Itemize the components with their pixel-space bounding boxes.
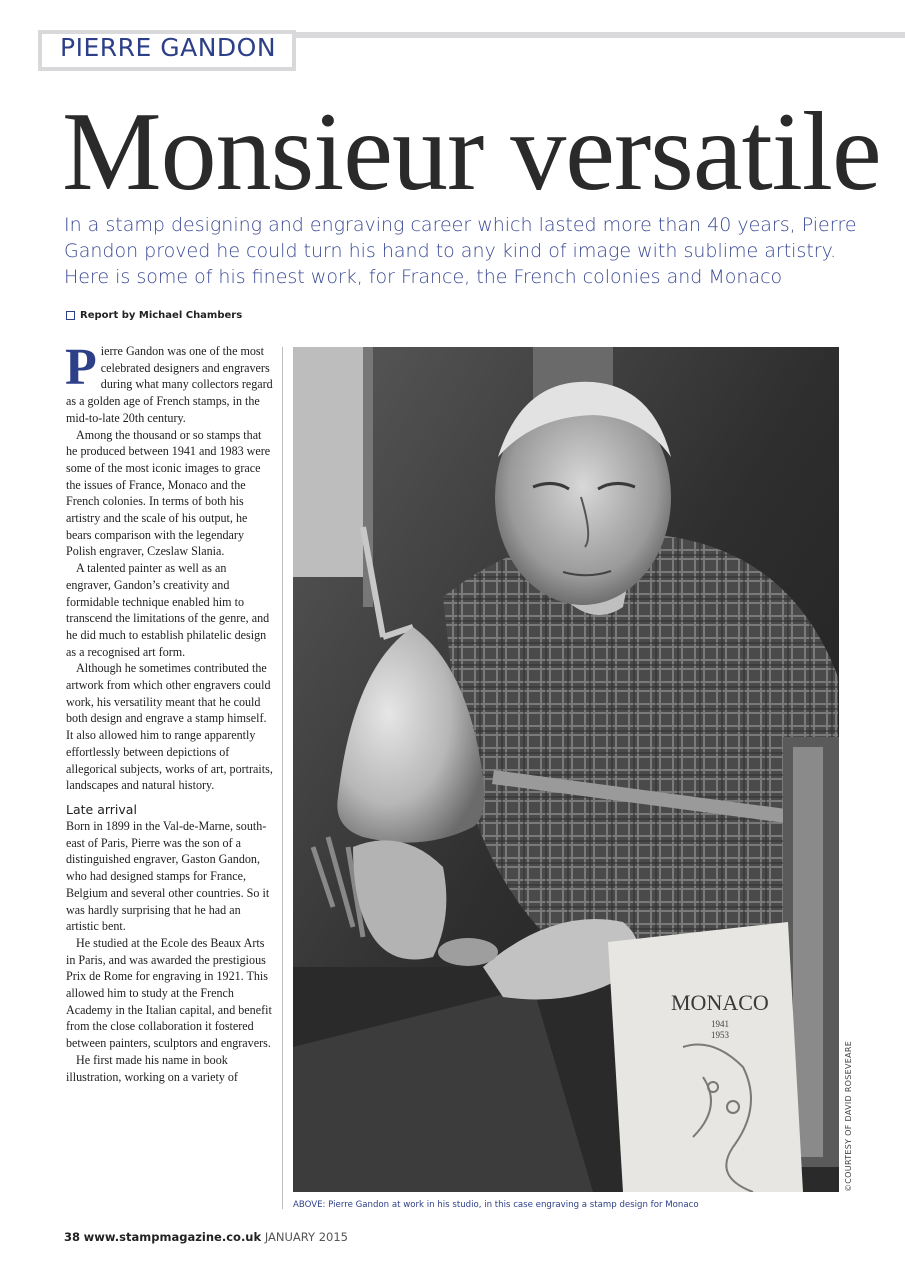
- subheading: Late arrival: [66, 801, 137, 817]
- photo-gandon-studio: [293, 347, 839, 1192]
- body-paragraph: Although he sometimes contributed the artwork from which other engravers could work, his versatility meant that he could both design and engrave a stamp himself. It also allowed him to range apparently effortlessly between depictions of allegorical subjects, works of art, portraits, landscapes and natural history.: [66, 661, 273, 793]
- page-number: 38: [64, 1230, 81, 1244]
- book-title-text: MONACO: [671, 990, 769, 1015]
- standfirst: In a stamp designing and engraving career which lasted more than 40 years, Pierre Gandon proved he could turn his hand to any kind of image with sublime artistry. Here is some of his finest work, for France, the French colonies and Monaco: [64, 214, 857, 288]
- paragraph-text: ierre Gandon was one of the most celebrated designers and engravers during what many collectors regard as a golden age of French stamps, in the mid-to-late 20th century.: [66, 344, 273, 425]
- square-bullet-icon: [66, 311, 75, 320]
- footer-issue-date: JANUARY 2015: [264, 1230, 348, 1244]
- body-paragraph: Among the thousand or so stamps that he produced between 1941 and 1983 were some of the most iconic images to grace the issues of France, Monaco and the French colonies. In terms of both his artistry and the scale of his output, he bears comparison with the legendary Polish engraver, Czeslaw Slania.: [66, 427, 271, 559]
- column-divider: [282, 347, 283, 1209]
- body-paragraph: He studied at the Ecole des Beaux Arts in Paris, and was awarded the prestigious Prix de Rome for engraving in 1921. This allowed him to study at the French Academy in the Italian capital, and benefit from the close collaboration it fostered between painters, sculptors and engravers.: [66, 935, 272, 1051]
- header-rule: [295, 32, 905, 38]
- page-footer: [64, 1230, 348, 1244]
- byline: [66, 310, 242, 321]
- photo-illustration: [293, 347, 839, 1192]
- body-paragraph: Born in 1899 in the Val-de-Marne, south-east of Paris, Pierre was the son of a distinguished engraver, Gaston Gandon, who had designed stamps for France, Belgium and several other countries. So it was hardly surprising that he had an artistic bent.: [66, 818, 270, 934]
- body-column: [65, 339, 274, 1085]
- byline-text: Report by Michael Chambers: [80, 310, 243, 321]
- drop-cap: P: [65, 339, 97, 396]
- headline: Monsieur versatile: [62, 90, 881, 214]
- body-paragraph: A talented painter as well as an engraver, Gandon’s creativity and formidable technique enabled him to transcend the limitations of the genre, and he did much to establish philatelic design as a recognised art form.: [66, 561, 270, 659]
- book-year-text: 1941: [711, 1019, 729, 1029]
- body-paragraph: [65, 339, 274, 427]
- footer-website: www.stampmagazine.co.uk: [83, 1230, 262, 1244]
- book-year-text: 1953: [711, 1030, 729, 1040]
- section-title: PIERRE GANDON: [60, 33, 277, 62]
- photo-caption: ABOVE: Pierre Gandon at work in his studio, in this case engraving a stamp design for Monaco: [293, 1200, 699, 1210]
- body-paragraph: He first made his name in book illustration, working on a variety of: [66, 1052, 238, 1084]
- photo-credit: ©COURTESY OF DAVID ROSEVEARE: [844, 1040, 853, 1192]
